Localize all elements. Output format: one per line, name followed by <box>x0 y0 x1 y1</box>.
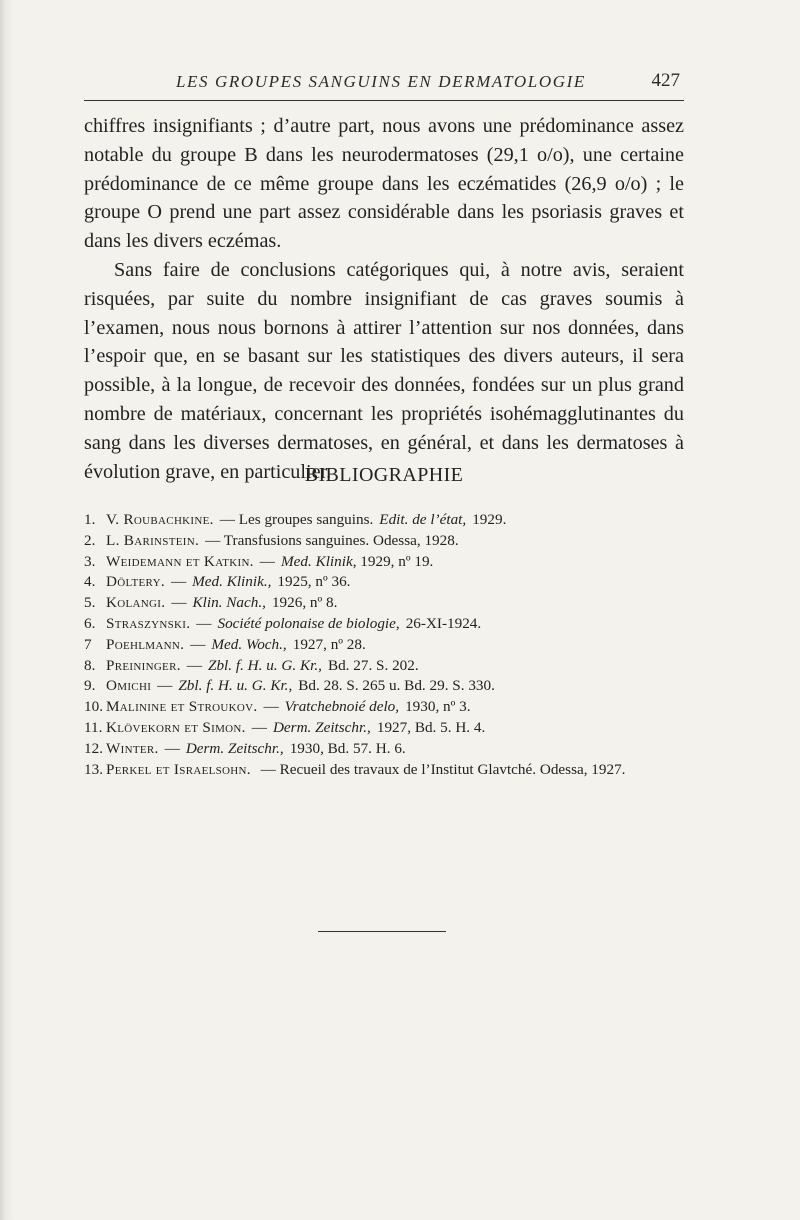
entry-details: 1930, Bd. 57. H. 6. <box>289 739 406 757</box>
entry-number: 5. <box>84 594 96 612</box>
bibliography-entry <box>84 531 684 552</box>
entry-number: 12. <box>84 739 103 757</box>
entry-title: — Recueil des travaux de l’Institut Glavtché. Odessa, 1927. <box>260 760 626 778</box>
entry-number: 9. <box>84 677 96 695</box>
bibliography-entry <box>84 593 684 614</box>
entry-number: 8. <box>84 656 96 674</box>
bibliography-entry <box>84 760 684 781</box>
entry-separator: — <box>190 635 206 653</box>
entry-source: Klin. Nach., <box>192 594 266 612</box>
entry-authors: Klövekorn et Simon. <box>106 718 246 736</box>
bibliography-entry <box>84 635 684 656</box>
end-rule <box>318 931 446 932</box>
entry-source: Edit. de l’état, <box>379 511 467 528</box>
entry-text <box>106 760 684 781</box>
bibliography-list <box>84 510 684 780</box>
bibliography-entry <box>84 676 684 697</box>
entry-number: 1. <box>84 511 96 528</box>
entry-source: Zbl. f. H. u. G. Kr., <box>208 656 322 674</box>
entry-number: 10. <box>84 698 103 716</box>
entry-source: Vratchebnoié delo, <box>284 698 400 716</box>
bibliography-entry <box>84 552 684 573</box>
entry-separator: — <box>164 739 180 757</box>
bibliography-entry <box>84 656 684 677</box>
entry-details: Bd. 27. S. 202. <box>327 656 419 674</box>
entry-source: Zbl. f. H. u. G. Kr., <box>178 677 293 695</box>
entry-authors: Weidemann et Katkin. <box>106 552 254 570</box>
entry-details: 1926, nº 8. <box>271 594 338 612</box>
entry-number: 6. <box>84 614 96 632</box>
bibliography-entry <box>84 510 684 531</box>
entry-authors: Döltery. <box>106 573 165 591</box>
paragraph: Sans faire de conclusions catégoriques qui, à notre avis, seraient risquées, par suite du nombre insignifiant de cas graves soumis à l’examen, nous nous bornons à attirer l’attention sur nos données, dans l’espoir que, en se basant sur les statistiques des divers auteurs, il sera possible, à la longue, de recevoir des données, fondées sur un plus grand nombre de matériaux, concernant les propriétés isohémagglutinantes du sang dans les diverses dermatoses, en général, et dans les dermatoses à évolution grave, en particulier. <box>84 258 684 483</box>
entry-separator: — <box>170 573 187 591</box>
entry-title: — Les groupes sanguins. <box>219 511 374 528</box>
entry-number: 7 <box>84 635 92 653</box>
entry-source: Société polonaise de biologie, <box>217 614 400 632</box>
page-number: 427 <box>651 70 680 91</box>
bibliography-entry <box>84 614 684 635</box>
entry-number: 4. <box>84 573 96 591</box>
body-text <box>84 112 684 486</box>
entry-separator: — <box>251 718 267 736</box>
entry-title: — Transfusions sanguines. Odessa, 1928. <box>205 531 459 549</box>
page-header <box>84 66 684 101</box>
entry-details: , 1929, nº 19. <box>352 552 434 570</box>
entry-source: Med. Klinik <box>280 552 353 570</box>
entry-number: 2. <box>84 531 96 549</box>
entry-authors: Straszynski. <box>106 614 191 632</box>
entry-source: Derm. Zeitschr., <box>272 718 371 736</box>
entry-authors: Winter. <box>106 739 159 757</box>
running-title: LES GROUPES SANGUINS EN DERMATOLOGIE <box>176 72 586 91</box>
entry-number: 13. <box>84 760 103 778</box>
entry-separator: — <box>263 698 279 716</box>
entry-separator: — <box>259 552 275 570</box>
entry-source: Derm. Zeitschr., <box>185 739 284 757</box>
bibliography-entry <box>84 718 684 739</box>
entry-separator: — <box>186 656 203 674</box>
entry-source: Med. Klinik., <box>192 573 272 591</box>
entry-details: 26-XI-1924. <box>405 614 482 632</box>
entry-authors: Omichi <box>106 677 152 695</box>
entry-details: 1930, nº 3. <box>405 698 471 716</box>
entry-details: 1925, nº 36. <box>277 573 351 591</box>
bibliography-entry <box>84 739 684 760</box>
entry-source: Med. Woch., <box>211 635 287 653</box>
entry-authors: Preininger. <box>106 656 181 674</box>
entry-authors: Poehlmann. <box>106 635 185 653</box>
entry-number: 11. <box>84 718 103 736</box>
bibliography-entry <box>84 572 684 593</box>
entry-number: 3. <box>84 552 96 570</box>
entry-authors: Kolangi. <box>106 594 166 612</box>
entry-authors: V. Roubachkine. <box>106 511 214 528</box>
entry-authors: Perkel et Israelsohn. <box>106 760 251 778</box>
bibliography-entry <box>84 697 684 718</box>
entry-details: Bd. 28. S. 265 u. Bd. 29. S. 330. <box>298 677 495 695</box>
entry-separator: — <box>171 594 187 612</box>
entry-separator: — <box>157 677 173 695</box>
entry-authors: Malinine et Stroukov. <box>106 698 258 716</box>
entry-details: 1927, Bd. 5. H. 4. <box>376 718 486 736</box>
entry-details: 1927, nº 28. <box>292 635 366 653</box>
entry-authors: L. Barinstein. <box>106 531 200 549</box>
entry-details: 1929. <box>472 511 507 528</box>
paragraph: chiffres insignifiants ; d’autre part, nous avons une prédominance assez notable du groupe B dans les neurodermatoses (29,1 o/o), une certaine prédominance de ce même groupe dans les eczématides (26,9 o/o) ; le groupe O prend une part assez considérable dans les psoriasis graves et dans les divers eczémas. <box>84 115 684 253</box>
entry-separator: — <box>196 614 212 632</box>
bibliography-heading: BIBLIOGRAPHIE <box>304 464 464 486</box>
